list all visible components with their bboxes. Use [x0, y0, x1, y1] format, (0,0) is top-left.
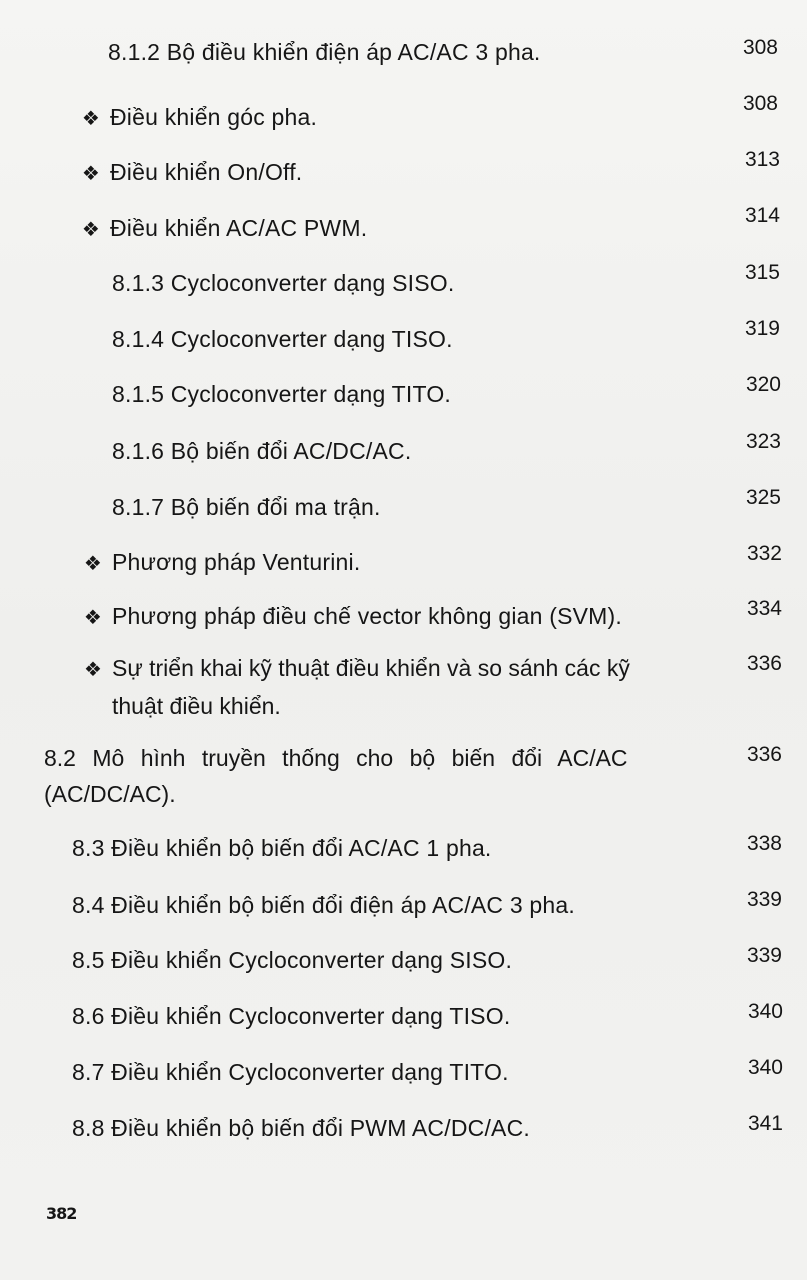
- toc-entry-8-3: [72, 832, 492, 865]
- toc-entry-8-5: [72, 944, 512, 977]
- toc-page-number: 338: [746, 832, 782, 855]
- toc-entry-text: 8.3 Điều khiển bộ biến đổi AC/AC 1 pha.: [72, 835, 492, 861]
- diamond-bullet-icon: ❖: [81, 108, 101, 130]
- toc-page-number: 314: [744, 204, 780, 227]
- toc-entry-trien-khai: [80, 650, 710, 724]
- toc-entry-text: 8.1.2 Bộ điều khiển điện áp AC/AC 3 pha.: [108, 39, 541, 65]
- toc-entry-text: 8.7 Điều khiển Cycloconverter dạng TITO.: [72, 1059, 509, 1085]
- toc-entry-8-1-4: [112, 323, 453, 356]
- toc-page-number: 319: [744, 317, 780, 340]
- toc-page-number: 308: [742, 36, 778, 59]
- toc-page-number: 339: [746, 888, 782, 911]
- toc-page-number: 315: [744, 261, 780, 284]
- toc-entry-8-4: [72, 889, 575, 922]
- toc-entry-8-1-6: [112, 435, 411, 468]
- toc-page-number: 336: [746, 743, 782, 766]
- toc-entry-text: 8.1.7 Bộ biến đổi ma trận.: [112, 494, 381, 520]
- diamond-bullet-icon: ❖: [83, 553, 103, 575]
- toc-entry-text-line1-wrap: [44, 740, 708, 776]
- toc-entry-on-off: [78, 156, 302, 191]
- toc-entry-8-1-3: [112, 267, 454, 300]
- toc-entry-venturini: [80, 546, 360, 581]
- toc-entry-8-6: [72, 1000, 510, 1033]
- diamond-bullet-icon: ❖: [83, 607, 103, 629]
- toc-entry-8-2: [44, 740, 714, 812]
- toc-entry-svm: [80, 600, 622, 635]
- toc-page-number: 332: [746, 542, 782, 565]
- toc-entry-text: 8.1.3 Cycloconverter dạng SISO.: [112, 270, 455, 296]
- toc-entry-text: 8.8 Điều khiển bộ biến đổi PWM AC/DC/AC.: [72, 1115, 530, 1141]
- toc-page-number: 340: [747, 1056, 783, 1079]
- toc-entry-8-1-5: [112, 378, 451, 411]
- toc-page-number: 325: [745, 486, 781, 509]
- page-folio-number: 382: [46, 1204, 77, 1223]
- toc-entry-text: Điều khiển góc pha.: [110, 104, 318, 130]
- toc-entry-text: Điều khiển AC/AC PWM.: [110, 215, 368, 241]
- toc-page-number: 336: [746, 652, 782, 675]
- toc-page-number: 323: [745, 430, 781, 453]
- toc-entry-text: 8.5 Điều khiển Cycloconverter dạng SISO.: [72, 947, 513, 973]
- toc-entry-text: Phương pháp điều chế vector không gian (SVM).: [112, 603, 622, 629]
- toc-entry-ac-ac-pwm: [78, 212, 367, 247]
- toc-entry-text-line1: Sự triển khai kỹ thuật điều khiển và so sánh các kỹ: [112, 655, 630, 681]
- toc-page-number: 341: [747, 1112, 783, 1135]
- toc-entry-text: 8.1.4 Cycloconverter dạng TISO.: [112, 326, 453, 352]
- toc-entry-text-line2: thuật điều khiển.: [112, 693, 281, 719]
- toc-entry-text: 8.4 Điều khiển bộ biến đổi điện áp AC/AC 3 pha.: [72, 892, 575, 918]
- toc-entry-text: Điều khiển On/Off.: [110, 159, 303, 185]
- toc-page-number: 340: [747, 1000, 783, 1023]
- toc-entry-8-8: [72, 1112, 530, 1145]
- toc-entry-text: 8.6 Điều khiển Cycloconverter dạng TISO.: [72, 1003, 511, 1029]
- toc-page-number: 334: [746, 597, 782, 620]
- diamond-bullet-icon: ❖: [81, 163, 101, 185]
- toc-page-number: 339: [746, 944, 782, 967]
- diamond-bullet-icon: ❖: [81, 219, 101, 241]
- toc-entry-8-7: [72, 1056, 509, 1089]
- toc-entry-text-line2: (AC/DC/AC).: [44, 781, 176, 807]
- toc-entry-8-1-7: [112, 491, 381, 524]
- toc-page-number: 308: [742, 92, 778, 115]
- toc-entry-text: 8.1.6 Bộ biến đổi AC/DC/AC.: [112, 438, 412, 464]
- toc-page-number: 313: [744, 148, 780, 171]
- toc-entry-text-line1: 8.2 Mô hình truyền thống cho bộ biến đổi AC/AC: [44, 745, 628, 771]
- toc-entry-8-1-2: [108, 36, 541, 69]
- toc-entry-goc-pha: [78, 101, 317, 136]
- toc-entry-text: Phương pháp Venturini.: [112, 549, 361, 575]
- toc-page-number: 320: [745, 373, 781, 396]
- toc-entry-text: 8.1.5 Cycloconverter dạng TITO.: [112, 381, 452, 407]
- diamond-bullet-icon: ❖: [84, 659, 102, 681]
